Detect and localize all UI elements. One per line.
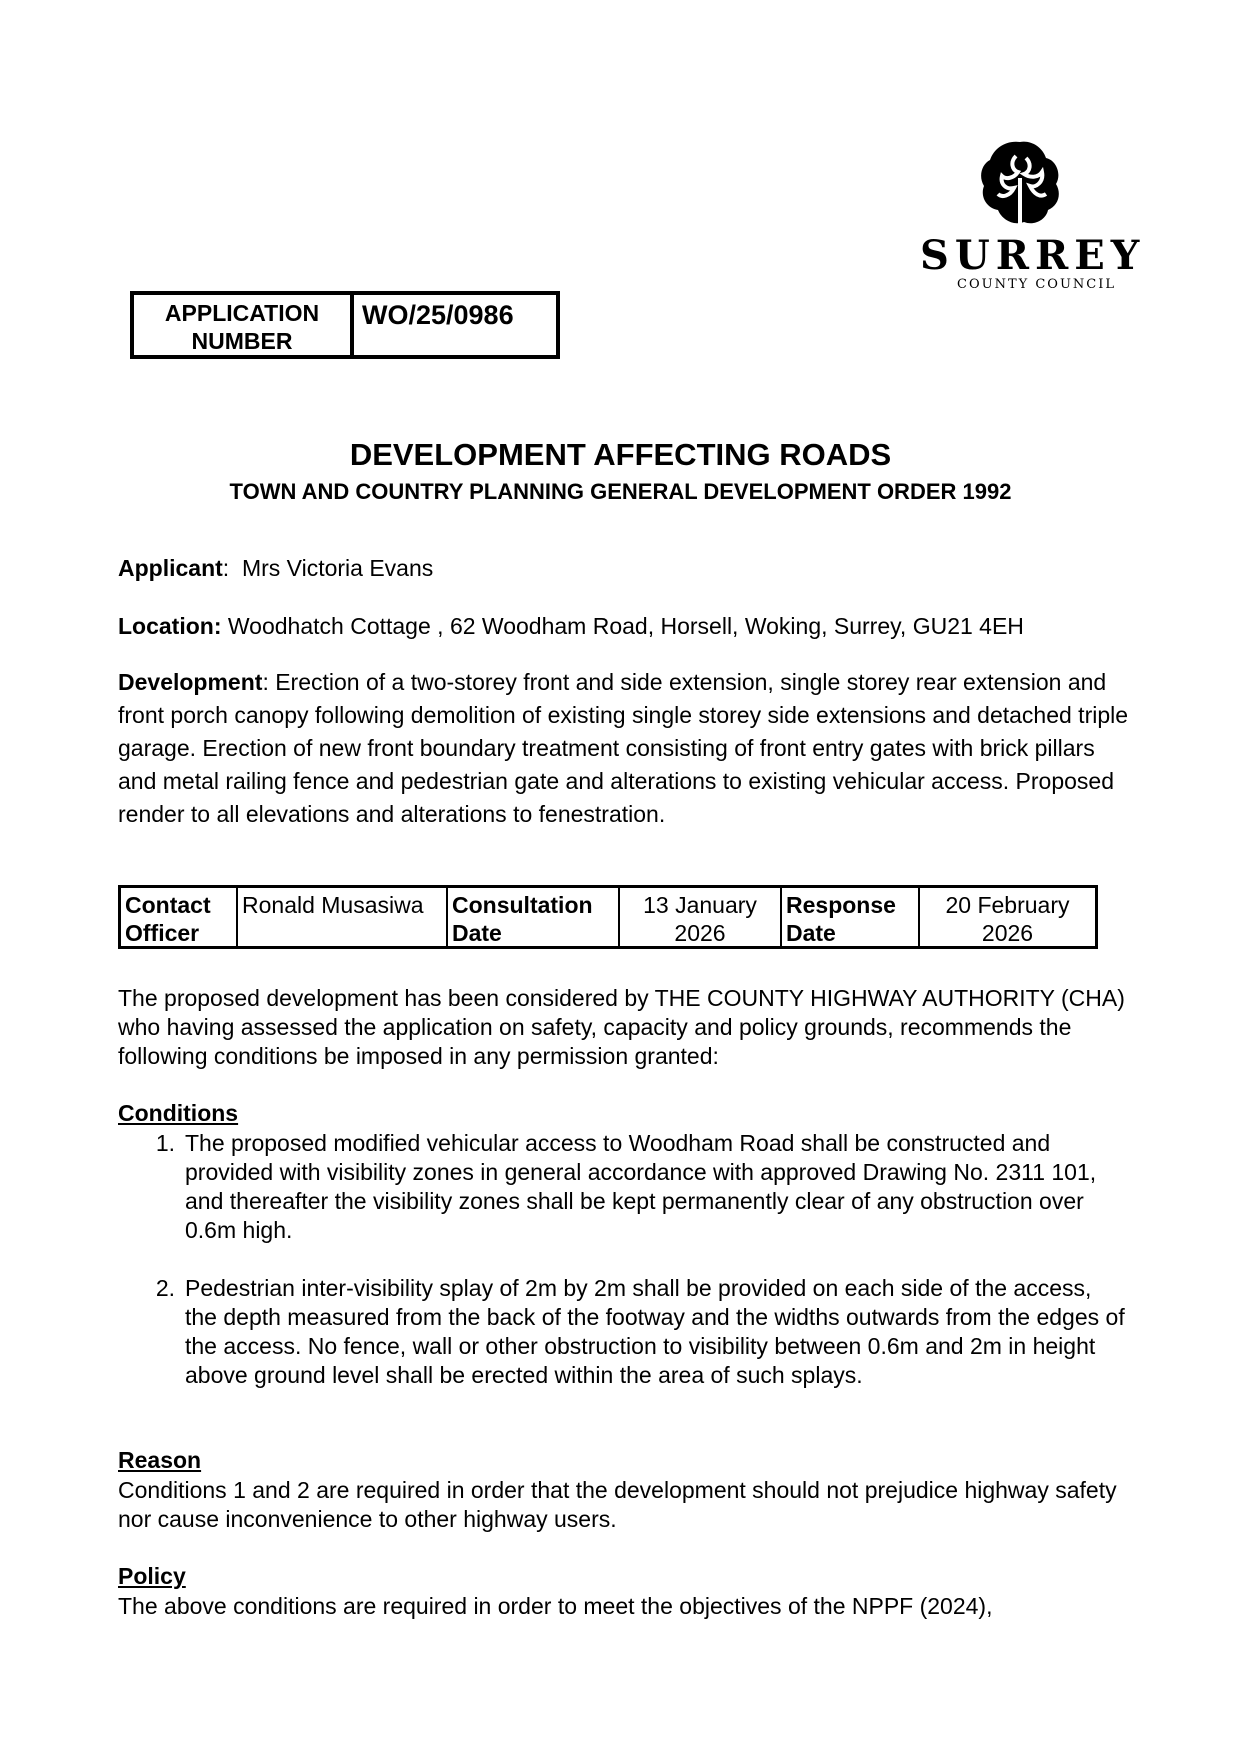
condition-item (140, 1129, 1125, 1245)
logo-wordmark: SURREY (920, 232, 1146, 279)
surrey-logo (920, 138, 1146, 298)
intro-paragraph: The proposed development has been considered by THE COUNTY HIGHWAY AUTHORITY (CHA) who having assessed the application on safety, capacity and policy grounds, recommends the following conditions be imposed in any permission granted: (118, 985, 1125, 1069)
contact-table (118, 885, 1098, 949)
reason-heading: Reason (118, 1447, 202, 1473)
policy-heading: Policy (118, 1563, 186, 1589)
oak-leaf-icon (976, 138, 1064, 228)
response-date-label: Response Date (782, 888, 920, 946)
reason-text: Conditions 1 and 2 are required in order that the development should not prejudice highway safety nor cause inconvenience to other highway users. (118, 1477, 1117, 1532)
page-title: DEVELOPMENT AFFECTING ROADS (349, 437, 892, 472)
location-line (118, 610, 1138, 643)
condition-number: 2. (155, 1275, 175, 1301)
development-paragraph (118, 666, 1138, 831)
location-value: Woodhatch Cottage , 62 Woodham Road, Horsell, Woking, Surrey, GU21 4EH (227, 613, 1024, 639)
condition-text: The proposed modified vehicular access to Woodham Road shall be constructed and provided with visibility zones in general accordance with approved Drawing No. 2311 101, and thereafter the visibility zones shall be kept permanently clear of any obstruction over 0.6m high. (185, 1130, 1097, 1243)
applicant-line: Applicant: Mrs Victoria Evans (118, 555, 434, 581)
page-subtitle: TOWN AND COUNTRY PLANNING GENERAL DEVELOPMENT ORDER 1992 (229, 479, 1012, 504)
contact-officer-label: Contact Officer (121, 888, 238, 946)
application-number-label: APPLICATION NUMBER (134, 295, 354, 355)
contact-officer-value: Ronald Musasiwa (238, 888, 448, 946)
application-number-box (130, 291, 560, 359)
logo-subtitle: COUNTY COUNCIL (957, 277, 1116, 292)
conditions-heading: Conditions (118, 1100, 239, 1126)
location-label: Location: (118, 613, 222, 639)
application-number-value: WO/25/0986 (362, 300, 514, 330)
consultation-date-label: Consultation Date (448, 888, 620, 946)
consultation-date-value: 13 January 2026 (620, 888, 782, 946)
development-label: Development (118, 669, 263, 695)
response-date-value: 20 February 2026 (945, 892, 1070, 946)
development-value: : Erection of a two-storey front and side extension, single storey rear extension and front porch canopy following demolition of existing single storey side extensions and detached triple garage. Erection of new front boundary treatment consisting of front entry gates with brick pillars and metal railing fence and pedestrian gate and alterations to existing vehicular access. Proposed render to all elevations and alterations to fenestration. (118, 669, 1129, 827)
applicant-label: Applicant (118, 555, 223, 581)
condition-number: 1. (155, 1130, 175, 1156)
applicant-value: Mrs Victoria Evans (241, 555, 434, 581)
condition-text: Pedestrian inter-visibility splay of 2m by 2m shall be provided on each side of the access, the depth measured from the back of the footway and the widths outwards from the edges of the access. No fence, wall or other obstruction to visibility between 0.6m and 2m in height above ground level shall be erected within the area of such splays. (185, 1275, 1125, 1388)
condition-item (140, 1274, 1125, 1390)
policy-text: The above conditions are required in order to meet the objectives of the NPPF (2024), (118, 1593, 993, 1619)
